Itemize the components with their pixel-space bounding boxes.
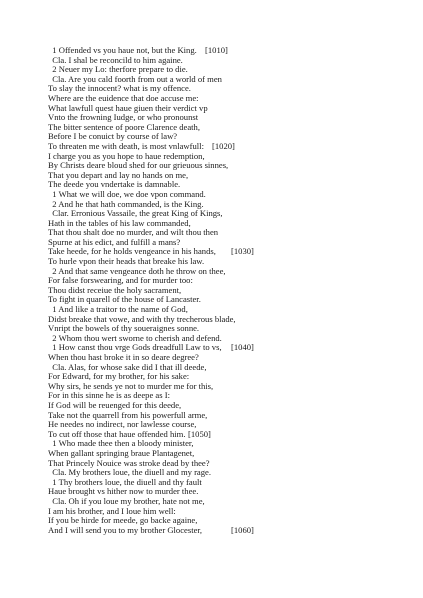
line-number: [1030] (231, 246, 254, 257)
line-text: 1 What we will doe, we doe vpon command. (48, 188, 206, 199)
line-text: Where are the euidence that doe accuse me: (48, 92, 199, 103)
line-text: I am his brother, and I loue him well: (48, 505, 176, 516)
line-text: Thou didst receiue the holy sacrament, (48, 284, 182, 295)
line-text: When thou hast broke it in so deare degree? (48, 352, 199, 362)
line-text: Hath in the tables of his law commanded, (48, 217, 191, 228)
line-number: [1040] (231, 342, 254, 353)
line-text: The deede you vndertake is damnable. (48, 179, 181, 190)
line-text: To fight in quarell of the house of Lancaster. (48, 294, 201, 305)
line-text: 1 How canst thou vrge Gods dreadfull Law to vs, (48, 342, 222, 353)
line-text: 1 And like a traitor to the name of God, (48, 304, 188, 315)
line-text: 2 And that same vengeance doth he throw on thee, (48, 265, 226, 276)
line-text: Take not the quarrell from his powerfull arme, (48, 409, 208, 420)
line-text: If God will be reuenged for this deede, (48, 399, 182, 410)
line-text: 2 And he that hath commanded, is the King. (48, 198, 204, 209)
line-text: When gallant springing braue Plantagenet, (48, 447, 195, 458)
line-text: Cla. Alas, for whose sake did I that ill deede, (48, 361, 207, 372)
line-text: Before I be conuict by course of law? (48, 131, 178, 142)
line-text: Spurne at his edict, and fulfill a mans? (48, 236, 181, 247)
line-text: If you be hirde for meede, go backe againe, (48, 515, 198, 526)
line-text: To cut off those that haue offended him. (48, 428, 186, 439)
line-text: Cla. My brothers loue, the diuell and my rage. (48, 467, 212, 478)
text-line (48, 526, 388, 536)
line-number: [1050] (188, 428, 211, 439)
line-text: Vnript the bowels of thy soueraignes sonne. (48, 323, 200, 334)
line-text: To hurle vpon their heads that breake his law. (48, 256, 205, 267)
play-text (48, 46, 388, 535)
line-text: Clar. Erronious Vassaile, the great King of Kings, (48, 208, 223, 219)
line-text: That you depart and lay no hands on me, (48, 169, 189, 180)
line-text: And I will send you to my brother Glocester, (48, 524, 203, 535)
line-text: Cla. Oh if you loue my brother, hate not me, (48, 495, 205, 506)
line-text: What lawfull quest haue giuen their verdict vp (48, 102, 208, 113)
line-text: The bitter sentence of poore Clarence death, (48, 121, 200, 132)
line-text: Why sirs, he sends ye not to murder me for this, (48, 380, 214, 391)
line-text: Vnto the frowning Iudge, or who pronounst (48, 112, 199, 123)
line-text: Didst breake that vowe, and with thy trecherous blade, (48, 313, 236, 324)
line-text: 1 Offended vs you haue not, but the King. (48, 45, 197, 55)
line-text: 1 Thy brothers loue, the diuell and thy fault (48, 476, 202, 487)
line-text: For Edward, for my brother, for his sake: (48, 371, 190, 382)
line-number: [1020] (212, 140, 235, 151)
line-number: [1060] (231, 524, 254, 535)
line-text: For false forswearing, and for murder too: (48, 275, 193, 286)
line-text: Cla. Are you cald foorth from out a world of men (48, 73, 222, 84)
line-text: 1 Who made thee then a bloody minister, (48, 438, 194, 449)
line-text: Haue brought vs hither now to murder thee. (48, 486, 199, 497)
line-text: By Christs deare bloud shed for our grieuous sinnes, (48, 160, 229, 171)
line-text: I charge you as you hope to haue redemption, (48, 150, 205, 161)
line-text: That thou shalt doe no murder, and wilt thou then (48, 227, 219, 238)
line-text: To slay the innocent? what is my offence. (48, 83, 191, 94)
line-text: He needes no indirect, nor lawlesse course, (48, 419, 197, 430)
line-text: For in this sinne he is as deepe as I: (48, 390, 170, 401)
line-text: Take heede, for he holds vengeance in his hands, (48, 246, 216, 257)
line-text: Cla. I shal be reconcild to him againe. (48, 54, 183, 65)
line-number: [1010] (205, 45, 228, 55)
line-text: That Princely Nouice was stroke dead by thee? (48, 457, 210, 468)
line-text: To threaten me with death, is most vnlawfull: (48, 140, 204, 151)
line-text: 2 Whom thou wert sworne to cherish and defend. (48, 332, 222, 343)
line-text: 2 Neuer my Lo: therfore prepare to die. (48, 64, 188, 75)
